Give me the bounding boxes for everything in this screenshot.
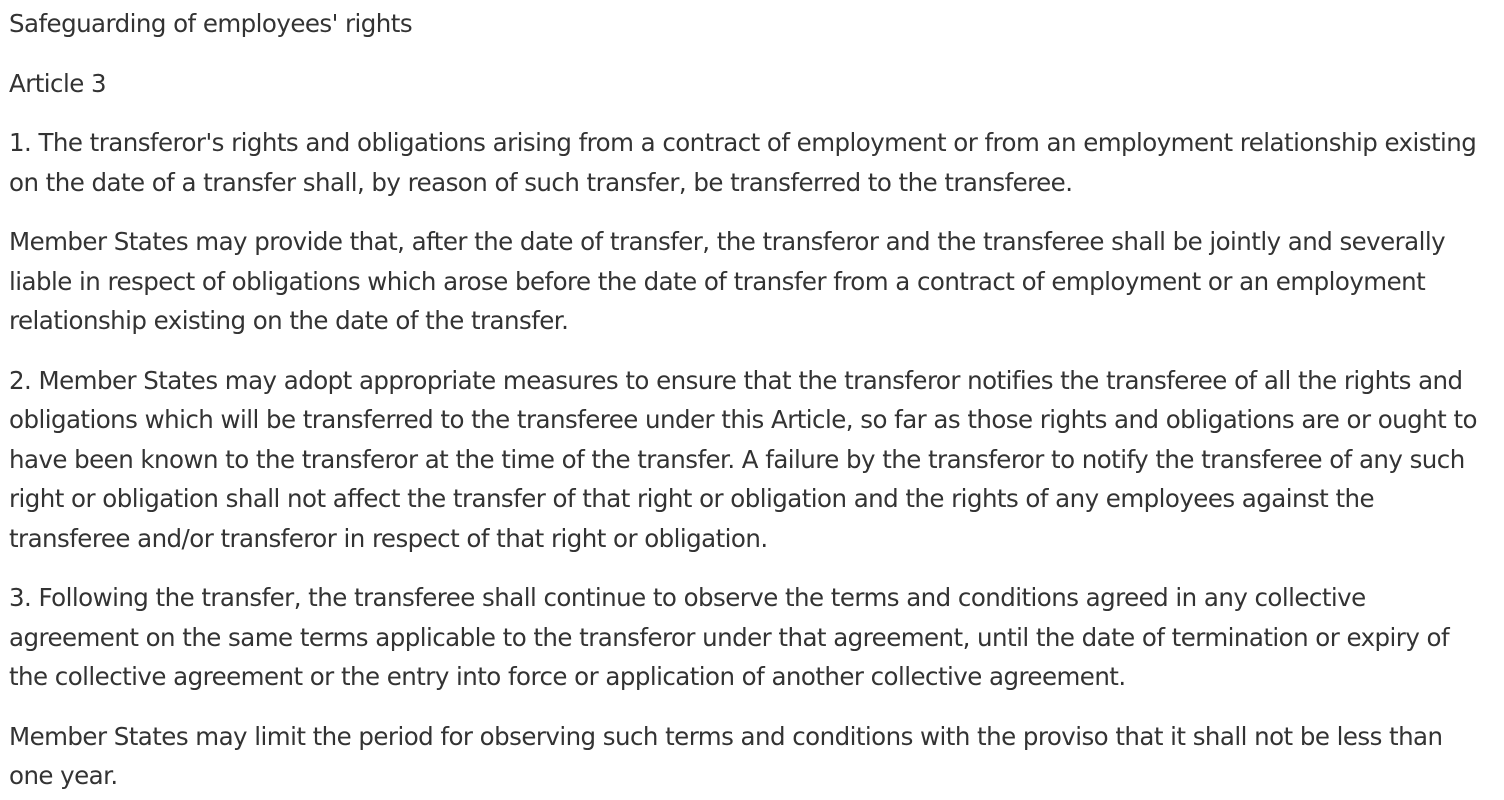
section-heading: Safeguarding of employees' rights xyxy=(9,9,413,38)
paragraph-1: 1. The transferor's rights and obligations arising from a contract of employment or from an employment relationship existing on the date of a transfer shall, by reason of such transfer, be transferred to the transferee. xyxy=(9,128,1477,197)
paragraph-1-joint-liability: Member States may provide that, after the date of transfer, the transferor and the transferee shall be jointly and severally liable in respect of obligations which arose before the date of transfer from a contract of employment or an employment relationship existing on the date of the transfer. xyxy=(9,227,1446,335)
paragraph-2: 2. Member States may adopt appropriate measures to ensure that the transferor notifies the transferee of all the rights and obligations which will be transferred to the transferee under this Article, so far as those rights and obligations are or ought to have been known to the transferor at the time of the transfer. A failure by the transferor to notify the transferee of any such right or obligation shall not affect the transfer of that right or obligation and the rights of any employees against the transferee and/or transferor in respect of that right or obligation. xyxy=(9,365,1477,553)
paragraph-3: 3. Following the transfer, the transferee shall continue to observe the terms and conditions agreed in any collective agreement on the same terms applicable to the transferor under that agreement, until the date of termination or expiry of the collective agreement or the entry into force or application of another collective agreement. xyxy=(9,583,1450,691)
paragraph-3-period-limit: Member States may limit the period for observing such terms and conditions with the proviso that it shall not be less than one year. xyxy=(9,721,1443,790)
article-heading: Article 3 xyxy=(9,68,107,98)
